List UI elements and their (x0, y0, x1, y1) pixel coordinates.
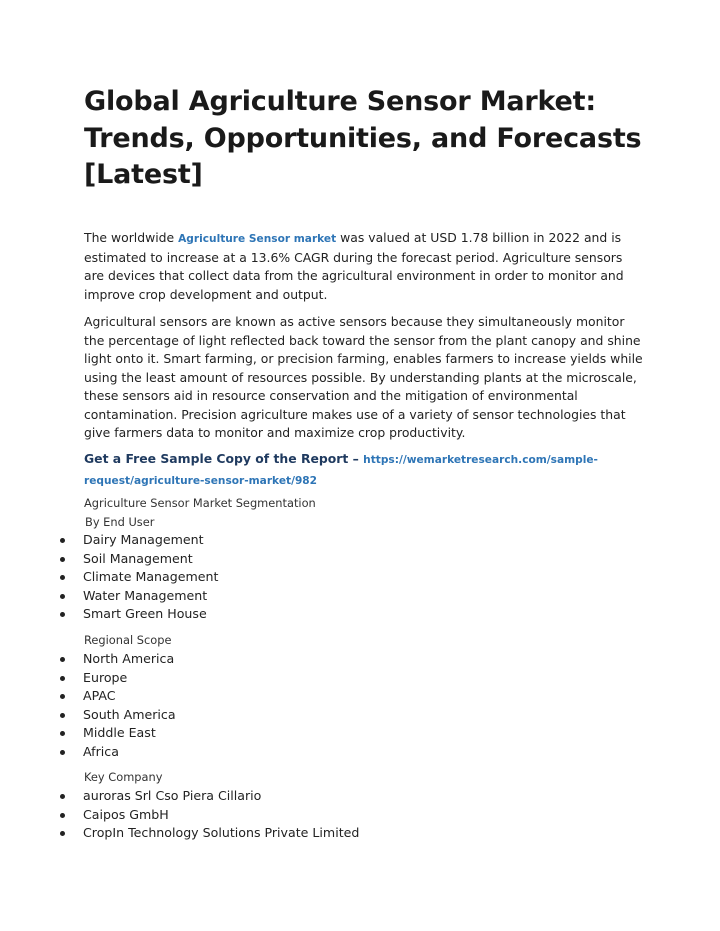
bullet-icon (60, 657, 65, 662)
list-item (57, 706, 176, 725)
list-item (57, 587, 218, 606)
list-item (57, 824, 359, 843)
bullet-icon (60, 813, 65, 818)
agriculture-sensor-market-link[interactable]: Agriculture Sensor market (178, 233, 337, 245)
list-item-text: North America (83, 651, 175, 666)
list-item (57, 806, 359, 825)
intro-prefix: The worldwide (84, 230, 179, 245)
list-item-text: Middle East (83, 725, 156, 740)
key-company-list (57, 787, 359, 843)
segmentation-heading: Agriculture Sensor Market Segmentation (84, 496, 316, 510)
list-item (57, 650, 176, 669)
bullet-icon (60, 694, 65, 699)
end-user-list (57, 531, 218, 624)
sample-request-line (84, 449, 644, 490)
list-item-text: APAC (83, 688, 116, 703)
list-item (57, 743, 176, 762)
sample-request-link[interactable]: https://wemarketresearch.com/sample-request/agriculture-sensor-market/982 (84, 454, 598, 487)
bullet-icon (60, 794, 65, 799)
list-item-text: auroras Srl Cso Piera Cillario (83, 788, 262, 803)
regional-scope-list (57, 650, 176, 761)
list-item (57, 605, 218, 624)
list-item-text: Europe (83, 669, 128, 685)
list-item-text: Water Management (83, 587, 208, 603)
list-item-text: CropIn Technology Solutions Private Limited (83, 825, 360, 840)
intro-paragraph (84, 229, 644, 304)
list-item (57, 669, 176, 688)
regional-scope-heading: Regional Scope (84, 633, 172, 647)
list-item (57, 687, 176, 706)
list-item-text: Climate Management (83, 569, 219, 584)
bullet-icon (60, 557, 65, 562)
page-title: Global Agriculture Sensor Market: Trends, Opportunities, and Forecasts [Latest] (84, 86, 642, 190)
sample-request-label: Get a Free Sample Copy of the Report – (84, 451, 364, 466)
bullet-icon (60, 612, 65, 617)
end-user-heading: By End User (85, 515, 155, 529)
description-paragraph: Agricultural sensors are known as active sensors because they simultaneously monitor the percentage of light reflected back toward the sensor from the plant canopy and shine light onto it. Smart farming, or precision farming, enables farmers to increase yields while using the least amount of resources possible. By understanding plants at the microscale, these sensors aid in resource conservation and the mitigation of environmental contamination. Precision agriculture makes use of a variety of sensor technologies that give farmers data to monitor and maximize crop productivity. (84, 314, 643, 440)
intro-suffix: was valued at USD 1.78 billion in 2022 and is estimated to increase at a 13.6% CAGR during the forecast period. Agriculture sensors are devices that collect data from the agricultural environment in order to monitor and improve crop development and output. (84, 230, 624, 302)
bullet-icon (60, 594, 65, 599)
list-item (57, 724, 176, 743)
bullet-icon (60, 713, 65, 718)
bullet-icon (60, 575, 65, 580)
list-item (57, 787, 359, 806)
list-item-text: Smart Green House (83, 606, 207, 621)
list-item (57, 550, 218, 569)
list-item-text: South America (83, 706, 176, 722)
list-item-text: Dairy Management (83, 532, 204, 547)
list-item (57, 531, 218, 550)
bullet-icon (60, 538, 65, 543)
bullet-icon (60, 831, 65, 836)
list-item-text: Africa (83, 743, 119, 759)
key-company-heading: Key Company (84, 770, 163, 784)
bullet-icon (60, 731, 65, 736)
bullet-icon (60, 676, 65, 681)
list-item-text: Caipos GmbH (83, 806, 169, 822)
bullet-icon (60, 750, 65, 755)
list-item (57, 568, 218, 587)
list-item-text: Soil Management (83, 550, 193, 566)
